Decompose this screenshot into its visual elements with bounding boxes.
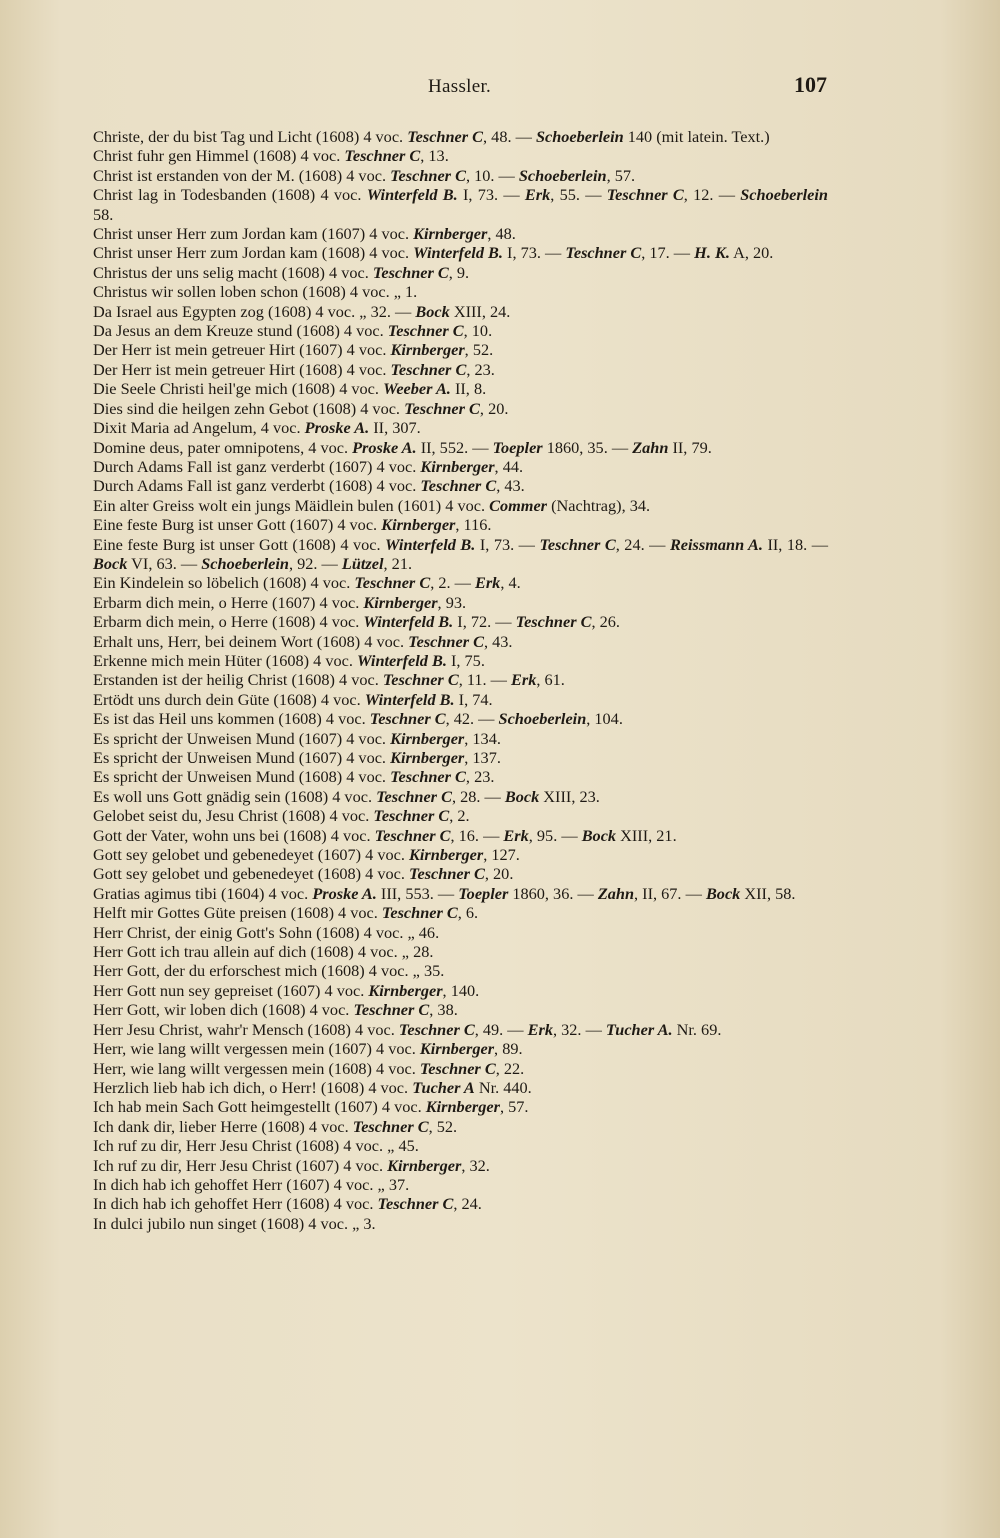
source-reference: Teschner C: [352, 1116, 429, 1136]
index-entry: [93, 1136, 828, 1155]
source-reference: Weeber A.: [383, 379, 451, 399]
index-entry: [93, 709, 828, 728]
index-entry: [93, 321, 828, 340]
entry-text: 1860, 35. —: [542, 437, 633, 457]
entry-text: , 55. —: [550, 185, 607, 205]
entry-text: , 11. —: [458, 670, 511, 690]
source-reference: Tucher A.: [605, 1019, 673, 1039]
index-entry: [93, 185, 828, 224]
entry-text: , 10. —: [465, 165, 519, 185]
source-reference: Schoeberlein: [201, 553, 289, 573]
entry-text: Herr Gott nun sey gepreiset (1607) 4 voc.: [93, 980, 369, 1000]
entry-text: Ertödt uns durch dein Güte (1608) 4 voc.: [93, 689, 365, 709]
entry-text: , 22.: [495, 1058, 525, 1078]
source-reference: Winterfeld B.: [363, 612, 454, 632]
index-entry: [93, 1078, 828, 1097]
index-entry: [93, 438, 828, 457]
entry-text: , 116.: [455, 515, 492, 535]
source-reference: Toepler: [458, 883, 509, 903]
entry-text: , 48. —: [483, 127, 536, 146]
index-entry: [93, 360, 828, 379]
index-entry: [93, 961, 828, 980]
entry-text: Eine feste Burg ist unser Gott (1608) 4 voc.: [93, 534, 386, 554]
source-reference: Erk: [503, 825, 529, 845]
entry-text: , 61.: [536, 670, 565, 690]
entry-text: , 44.: [494, 456, 524, 476]
entry-text: XII, 58.: [740, 883, 796, 903]
entry-text: , 48.: [487, 224, 516, 244]
page-number: 107: [794, 72, 827, 97]
source-reference: Zahn: [597, 883, 635, 903]
source-reference: Teschner C: [369, 709, 446, 729]
entry-text: I, 73. —: [502, 243, 566, 263]
source-reference: Teschner C: [606, 185, 684, 205]
index-entry: [93, 981, 828, 1000]
entry-text: Herr Gott ich trau allein auf dich (1608) 4 voc. „ 28.: [93, 942, 434, 962]
index-entry: [93, 864, 828, 883]
source-reference: Kirnberger: [390, 728, 465, 748]
entry-text: Ein Kindelein so löbelich (1608) 4 voc.: [93, 573, 355, 593]
index-entry: [93, 302, 828, 321]
entry-text: II, 307.: [369, 418, 421, 438]
entry-text: Christ unser Herr zum Jordan kam (1607) 4 voc.: [93, 224, 414, 244]
source-reference: Kirnberger: [381, 515, 456, 535]
entry-text: , 43.: [496, 476, 525, 496]
source-reference: Kirnberger: [419, 1039, 495, 1059]
source-reference: Teschner C: [407, 127, 484, 146]
source-reference: Kirnberger: [390, 748, 465, 767]
index-entry: [93, 127, 828, 146]
entry-text: I, 72. —: [453, 612, 516, 632]
source-reference: Teschner C: [409, 864, 485, 884]
entry-text: Christ unser Herr zum Jordan kam (1608) 4 voc.: [93, 243, 414, 263]
entry-text: Nr. 69.: [672, 1019, 722, 1039]
source-reference: Teschner C: [420, 476, 497, 496]
entry-text: Christe, der du bist Tag und Licht (1608) 4 voc.: [93, 127, 408, 146]
source-reference: Teschner C: [390, 359, 467, 379]
source-reference: Proske A.: [312, 883, 377, 903]
entry-text: , 95. —: [528, 825, 582, 845]
entry-text: , 26.: [591, 612, 620, 632]
index-entry: [93, 263, 828, 282]
source-reference: Schoeberlein: [535, 127, 624, 146]
index-entry: [93, 243, 828, 262]
entry-text: Gott der Vater, wohn uns bei (1608) 4 voc.: [93, 825, 375, 845]
entry-text: Herr, wie lang willt vergessen mein (1607) 4 voc.: [93, 1039, 420, 1059]
index-entry: [93, 845, 828, 864]
source-reference: Kirnberger: [368, 980, 443, 1000]
entry-text: XIII, 21.: [616, 825, 677, 845]
source-reference: Kirnberger: [425, 1097, 500, 1117]
index-entry: [93, 826, 828, 845]
entry-text: Der Herr ist mein getreuer Hirt (1607) 4 voc.: [93, 340, 391, 360]
source-reference: Bock: [581, 825, 617, 845]
index-entry: [93, 748, 828, 767]
entry-text: Herr Jesu Christ, wahr'r Mensch (1608) 4 voc.: [93, 1019, 399, 1039]
entry-text: , 28. —: [451, 786, 505, 806]
entry-text: , 89.: [494, 1039, 523, 1059]
entry-text: I, 73. —: [475, 534, 540, 554]
source-reference: Teschner C: [398, 1019, 475, 1039]
index-entry: [93, 903, 828, 922]
entry-text: , 137.: [464, 748, 501, 767]
entry-text: Gott sey gelobet und gebenedeyet (1607) 4 voc.: [93, 845, 410, 865]
source-reference: Kirnberger: [363, 592, 438, 612]
source-reference: Kirnberger: [420, 456, 495, 476]
index-entry: [93, 535, 828, 574]
source-reference: Proske A.: [304, 418, 370, 438]
index-entry: [93, 496, 828, 515]
entry-text: , 24. —: [615, 534, 670, 554]
source-reference: Erk: [527, 1019, 553, 1039]
entry-text: Christ ist erstanden von der M. (1608) 4 voc.: [93, 165, 391, 185]
entry-text: In dich hab ich gehoffet Herr (1608) 4 voc.: [93, 1194, 378, 1214]
entry-text: , 6.: [457, 903, 479, 923]
entry-text: Eine feste Burg ist unser Gott (1607) 4 voc.: [93, 515, 382, 535]
entry-text: Herr Christ, der einig Gott's Sohn (1608) 4 voc. „ 46.: [93, 922, 440, 942]
index-entry: [93, 670, 828, 689]
index-entry: [93, 1020, 828, 1039]
entry-text: , 140.: [442, 980, 480, 1000]
entry-text: , 32.: [461, 1155, 490, 1175]
entry-text: , 9.: [448, 262, 470, 282]
entry-text: , II, 67. —: [634, 883, 706, 903]
entry-text: Gelobet seist du, Jesu Christ (1608) 4 voc.: [93, 806, 374, 826]
source-reference: Kirnberger: [409, 845, 484, 865]
entry-text: II, 552. —: [416, 437, 493, 457]
source-reference: Winterfeld B.: [413, 243, 503, 263]
entry-text: , 21.: [383, 553, 413, 573]
entry-text: Die Seele Christi heil'ge mich (1608) 4 voc.: [93, 379, 384, 399]
index-entry: [93, 1097, 828, 1116]
index-entries: [93, 127, 828, 1233]
entry-text: , 4.: [500, 573, 521, 593]
index-entry: [93, 340, 828, 359]
entry-text: Ich ruf zu dir, Herr Jesu Christ (1608) 4 voc. „ 45.: [93, 1136, 419, 1156]
entry-text: Herzlich lieb hab ich dich, o Herr! (1608) 4 voc.: [93, 1077, 413, 1097]
source-reference: Kirnberger: [413, 224, 488, 244]
running-title: Hassler.: [428, 76, 492, 97]
index-entry: [93, 884, 828, 903]
source-reference: Teschner C: [404, 398, 480, 418]
source-reference: Teschner C: [419, 1058, 496, 1078]
index-entry: [93, 573, 828, 592]
entry-text: Christ lag in Todesbanden (1608) 4 voc.: [93, 185, 367, 205]
index-entry: [93, 1117, 828, 1136]
index-entry: [93, 282, 828, 301]
source-reference: Teschner C: [372, 262, 449, 282]
index-entry: [93, 1000, 828, 1019]
entry-text: Da Jesus an dem Kreuze stund (1608) 4 voc.: [93, 321, 388, 341]
source-reference: Teschner C: [381, 903, 458, 923]
source-reference: Winterfeld B.: [366, 185, 458, 205]
source-reference: Teschner C: [390, 165, 466, 185]
index-entry: [93, 418, 828, 437]
index-entry: [93, 806, 828, 825]
source-reference: Teschner C: [374, 825, 451, 845]
entry-text: A, 20.: [729, 243, 774, 263]
entry-text: Ein alter Greiss wolt ein jungs Mäidlein bulen (1601) 4 voc.: [93, 495, 490, 515]
entry-text: Herr Gott, der du erforschest mich (1608) 4 voc. „ 35.: [93, 961, 445, 981]
entry-text: , 57.: [606, 165, 636, 185]
entry-text: Durch Adams Fall ist ganz verderbt (1607) 4 voc.: [93, 456, 421, 476]
entry-text: , 52.: [464, 340, 494, 360]
entry-text: Durch Adams Fall ist ganz verderbt (1608) 4 voc.: [93, 476, 421, 496]
entry-text: , 13.: [420, 146, 449, 166]
entry-text: In dich hab ich gehoffet Herr (1607) 4 voc. „ 37.: [93, 1174, 410, 1194]
entry-text: Ich hab mein Sach Gott heimgestellt (1607) 4 voc.: [93, 1097, 426, 1117]
entry-text: (Nachtrag), 34.: [547, 495, 651, 515]
source-reference: Teschner C: [408, 631, 484, 651]
entry-text: Erkenne mich mein Hüter (1608) 4 voc.: [93, 650, 358, 670]
source-reference: Teschner C: [387, 321, 464, 341]
index-entry: [93, 1175, 828, 1194]
entry-text: Gott sey gelobet und gebenedeyet (1608) 4 voc.: [93, 864, 410, 884]
page-header: [90, 72, 827, 104]
source-reference: Winterfeld B.: [357, 650, 447, 670]
entry-text: , 43.: [483, 631, 513, 651]
index-entry: [93, 399, 828, 418]
entry-text: Dixit Maria ad Angelum, 4 voc.: [93, 418, 305, 438]
entry-text: Christus der uns selig macht (1608) 4 voc.: [93, 262, 373, 282]
entry-text: Ich dank dir, lieber Herre (1608) 4 voc.: [93, 1116, 353, 1136]
source-reference: Winterfeld B.: [364, 689, 455, 709]
entry-text: Herr Gott, wir loben dich (1608) 4 voc.: [93, 1000, 354, 1020]
source-reference: Teschner C: [353, 1000, 430, 1020]
entry-text: Erhalt uns, Herr, bei deinem Wort (1608) 4 voc.: [93, 631, 409, 651]
entry-text: , 2. —: [430, 573, 475, 593]
index-entry: [93, 1039, 828, 1058]
index-entry: [93, 166, 828, 185]
index-entry: [93, 146, 828, 165]
source-reference: Reissmann A.: [669, 534, 763, 554]
index-entry: [93, 787, 828, 806]
entry-text: Ich ruf zu dir, Herr Jesu Christ (1607) 4 voc.: [93, 1155, 388, 1175]
entry-text: , 104.: [586, 709, 623, 729]
source-reference: Zahn: [632, 437, 669, 457]
index-entry: [93, 1156, 828, 1175]
entry-text: , 10.: [463, 321, 493, 341]
entry-text: VI, 63. —: [127, 553, 202, 573]
entry-text: , 20.: [479, 398, 509, 418]
source-reference: Schoeberlein: [498, 709, 587, 729]
index-entry: [93, 224, 828, 243]
source-reference: Teschner C: [515, 612, 592, 632]
entry-text: , 20.: [484, 864, 514, 884]
entry-text: II, 18. —: [762, 534, 829, 554]
source-reference: Kirnberger: [390, 340, 465, 360]
entry-text: Es spricht der Unweisen Mund (1608) 4 voc.: [93, 767, 391, 787]
source-reference: Teschner C: [390, 767, 466, 787]
index-entry: [93, 515, 828, 534]
entry-text: XIII, 24.: [449, 301, 511, 321]
entry-text: , 127.: [483, 845, 520, 865]
source-reference: Teschner C: [373, 806, 450, 826]
entry-text: Da Israel aus Egypten zog (1608) 4 voc. „ 32. —: [93, 301, 416, 321]
index-entry: [93, 690, 828, 709]
source-reference: Toepler: [492, 437, 543, 457]
source-reference: Teschner C: [377, 1194, 454, 1214]
entry-text: I, 73. —: [457, 185, 525, 205]
source-reference: Erk: [524, 185, 551, 205]
source-reference: H. K.: [694, 243, 730, 263]
source-reference: Winterfeld B.: [385, 534, 476, 554]
source-reference: Teschner C: [376, 786, 452, 806]
index-entry: [93, 767, 828, 786]
entry-text: , 23.: [465, 767, 495, 787]
entry-text: , 12. —: [683, 185, 741, 205]
index-entry: [93, 923, 828, 942]
source-reference: Lützel: [341, 553, 384, 573]
entry-text: Gratias agimus tibi (1604) 4 voc.: [93, 883, 313, 903]
entry-text: Es ist das Heil uns kommen (1608) 4 voc.: [93, 709, 370, 729]
source-reference: Teschner C: [354, 573, 431, 593]
entry-text: , 42. —: [445, 709, 499, 729]
entry-text: XIII, 23.: [539, 786, 600, 806]
entry-text: Erbarm dich mein, o Herre (1607) 4 voc.: [93, 592, 364, 612]
entry-text: , 57.: [499, 1097, 529, 1117]
entry-text: Es woll uns Gott gnädig sein (1608) 4 voc.: [93, 786, 377, 806]
source-reference: Kirnberger: [387, 1155, 462, 1175]
entry-text: 58.: [93, 204, 114, 224]
index-entry: [93, 1194, 828, 1213]
source-reference: Teschner C: [539, 534, 616, 554]
entry-text: II, 79.: [668, 437, 712, 457]
index-entry: [93, 379, 828, 398]
entry-text: Herr, wie lang willt vergessen mein (1608) 4 voc.: [93, 1058, 420, 1078]
index-entry: [93, 457, 828, 476]
entry-text: II, 8.: [450, 379, 487, 399]
source-reference: Bock: [415, 301, 450, 321]
source-reference: Teschner C: [344, 146, 421, 166]
index-entry: [93, 593, 828, 612]
source-reference: Erk: [474, 573, 501, 593]
entry-text: Erstanden ist der heilig Christ (1608) 4 voc.: [93, 670, 383, 690]
source-reference: Teschner C: [565, 243, 642, 263]
source-reference: Schoeberlein: [518, 165, 607, 185]
entry-text: I, 75.: [446, 650, 485, 670]
entry-text: , 38.: [429, 1000, 458, 1020]
entry-text: Es spricht der Unweisen Mund (1607) 4 voc.: [93, 728, 391, 748]
index-entry: [93, 612, 828, 631]
entry-text: Christ fuhr gen Himmel (1608) 4 voc.: [93, 146, 345, 166]
entry-text: , 23.: [466, 359, 495, 379]
entry-text: 140 (mit latein. Text.): [623, 127, 770, 146]
entry-text: III, 553. —: [376, 883, 459, 903]
entry-text: , 17. —: [641, 243, 695, 263]
entry-text: Helft mir Gottes Güte preisen (1608) 4 voc.: [93, 903, 382, 923]
entry-text: , 2.: [449, 806, 470, 826]
source-reference: Bock: [93, 553, 128, 573]
entry-text: Domine deus, pater omnipotens, 4 voc.: [93, 437, 353, 457]
entry-text: , 16. —: [450, 825, 504, 845]
entry-text: , 49. —: [474, 1019, 528, 1039]
entry-text: Dies sind die heilgen zehn Gebot (1608) 4 voc.: [93, 398, 405, 418]
index-entry: [93, 1059, 828, 1078]
entry-text: , 24.: [453, 1194, 482, 1214]
source-reference: Commer: [489, 495, 548, 515]
source-reference: Teschner C: [382, 670, 459, 690]
source-reference: Tucher A: [412, 1077, 475, 1097]
source-reference: Bock: [504, 786, 540, 806]
entry-text: In dulci jubilo nun singet (1608) 4 voc. „ 3.: [93, 1213, 376, 1233]
index-entry: [93, 651, 828, 670]
source-reference: Bock: [705, 883, 741, 903]
source-reference: Erk: [511, 670, 537, 690]
index-entry: [93, 942, 828, 961]
entry-text: Der Herr ist mein getreuer Hirt (1608) 4 voc.: [93, 359, 391, 379]
source-reference: Schoeberlein: [740, 185, 828, 205]
entry-text: , 92. —: [288, 553, 342, 573]
source-reference: Proske A.: [352, 437, 417, 457]
entry-text: I, 74.: [454, 689, 493, 709]
entry-text: Nr. 440.: [474, 1077, 532, 1097]
entry-text: Christus wir sollen loben schon (1608) 4 voc. „ 1.: [93, 282, 418, 302]
index-entry: [93, 476, 828, 495]
entry-text: , 52.: [428, 1116, 458, 1136]
entry-text: , 32. —: [553, 1019, 606, 1039]
entry-text: Erbarm dich mein, o Herre (1608) 4 voc.: [93, 612, 364, 632]
index-entry: [93, 729, 828, 748]
index-entry: [93, 1214, 828, 1233]
entry-text: , 134.: [464, 728, 501, 748]
index-entry: [93, 632, 828, 651]
entry-text: Es spricht der Unweisen Mund (1607) 4 voc.: [93, 748, 391, 767]
entry-text: 1860, 36. —: [508, 883, 598, 903]
entry-text: , 93.: [437, 592, 467, 612]
